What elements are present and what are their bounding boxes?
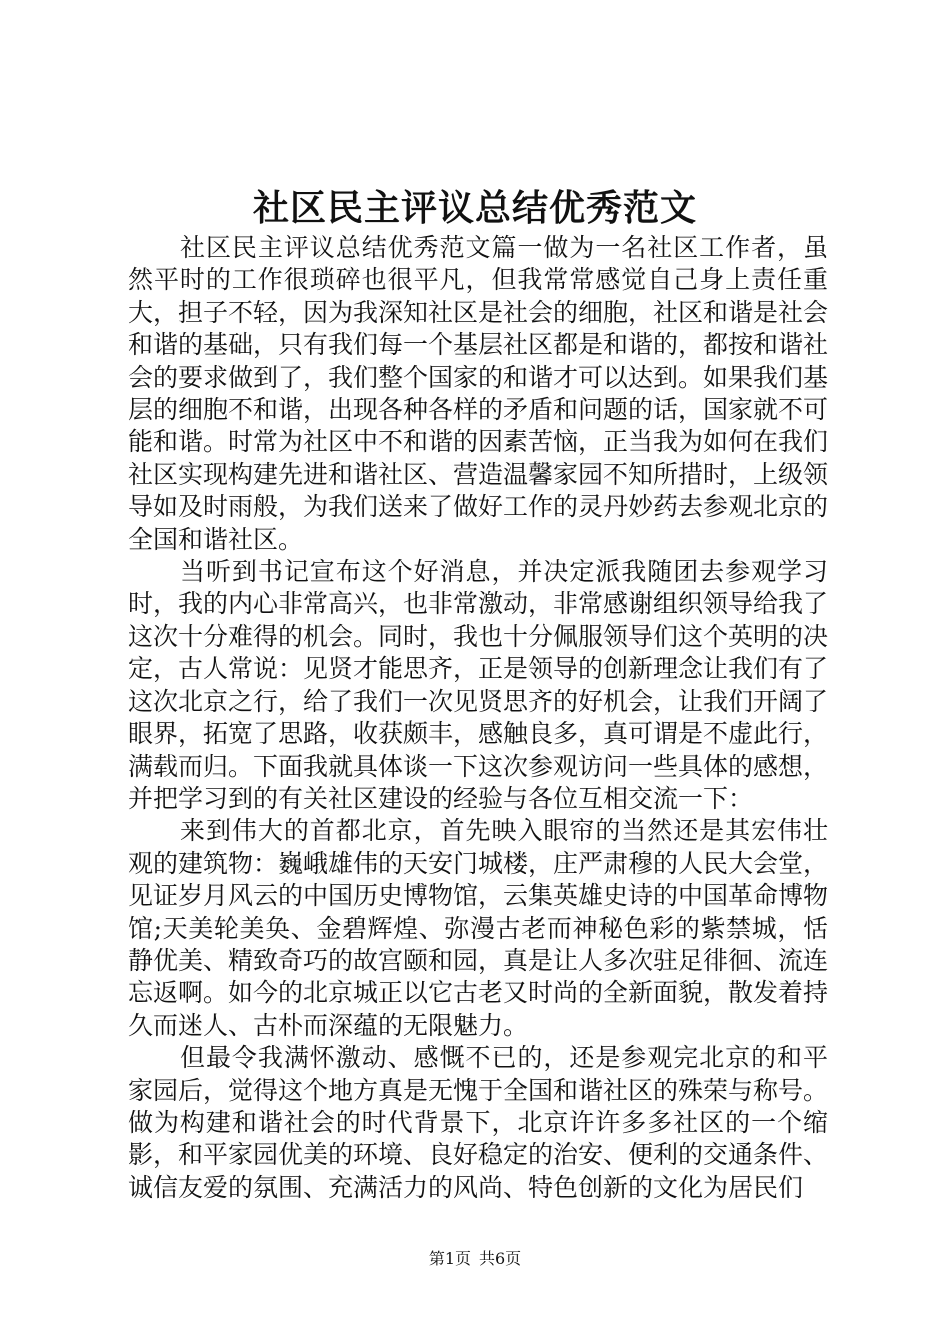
- paragraph-2: 当听到书记宣布这个好消息，并决定派我随团去参观学习时，我的内心非常高兴，也非常激动，非常感谢组织领导给我了这次十分难得的机会。同时，我也十分佩服领导们这个英明的决定，古人常说：见贤才能思齐，正是领导的创新理念让我们有了这次北京之行，给了我们一次见贤思齐的好机会，让我们开阔了眼界，拓宽了思路，收获颇丰，感触良多，真可谓是不虚此行，满载而归。下面我就具体谈一下这次参观访问一些具体的感想，并把学习到的有关社区建设的经验与各位互相交流一下：: [128, 557, 829, 813]
- paragraph-3: 来到伟大的首都北京，首先映入眼帘的当然还是其宏伟壮观的建筑物：巍峨雄伟的天安门城楼，庄严肃穆的人民大会堂，见证岁月风云的中国历史博物馆，云集英雄史诗的中国革命博物馆;天美轮美奂、金碧辉煌、弥漫古老而神秘色彩的紫禁城，恬静优美、精致奇巧的故宫颐和园，真是让人多次驻足徘徊、流连忘返啊。如今的北京城正以它古老又时尚的全新面貌，散发着持久而迷人、古朴而深蕴的无限魅力。: [128, 816, 829, 1040]
- page-number-total: 共6页: [479, 1249, 522, 1268]
- page-footer: [0, 1249, 950, 1269]
- paragraph-1: 社区民主评议总结优秀范文篇一做为一名社区工作者，虽然平时的工作很琐碎也很平凡，但我常常感觉自己身上责任重大，担子不轻，因为我深知社区是社会的细胞，社区和谐是社会和谐的基础，只有我们每一个基层社区都是和谐的，都按和谐社会的要求做到了，我们整个国家的和谐才可以达到。如果我们基层的细胞不和谐，出现各种各样的矛盾和问题的话，国家就不可能和谐。时常为社区中不和谐的因素苦恼，正当我为如何在我们社区实现构建先进和谐社区、营造温馨家园不知所措时，上级领导如及时雨般，为我们送来了做好工作的灵丹妙药去参观北京的全国和谐社区。: [128, 233, 829, 554]
- document-title: 社区民主评议总结优秀范文: [252, 187, 697, 229]
- paragraph-4: 但最令我满怀激动、感慨不已的，还是参观完北京的和平家园后，觉得这个地方真是无愧于全国和谐社区的殊荣与称号。做为构建和谐社会的时代背景下，北京许许多多社区的一个缩影，和平家园优美的环境、良好稳定的治安、便利的交通条件、诚信友爱的氛围、充满活力的风尚、特色创新的文化为居民们: [128, 1043, 829, 1202]
- page-number-current: 第1页: [428, 1249, 471, 1268]
- document-body: [128, 232, 828, 1204]
